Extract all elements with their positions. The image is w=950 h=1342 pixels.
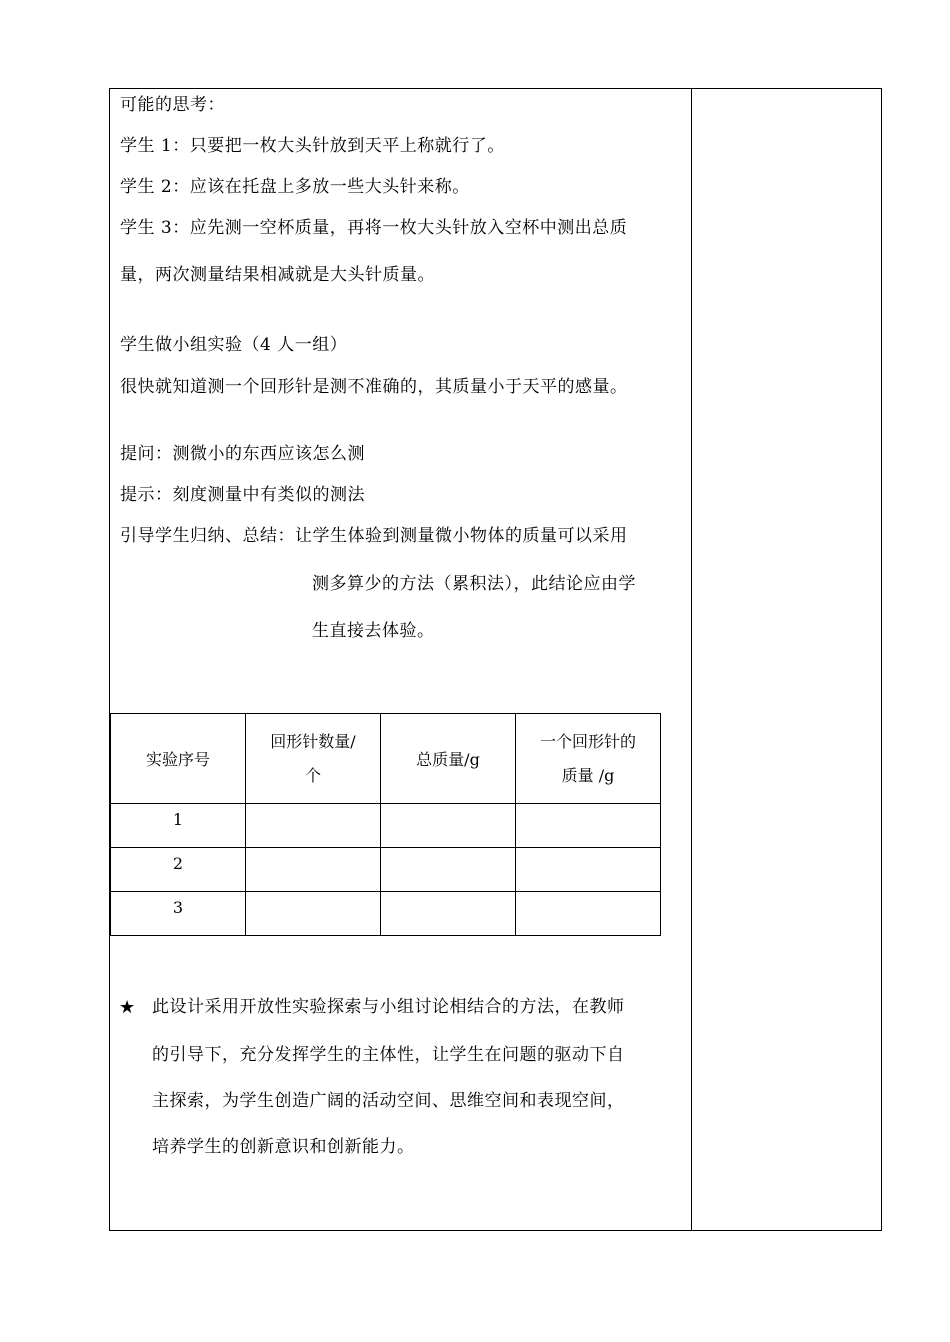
text-line: 提示：刻度测量中有类似的测法 (120, 485, 365, 505)
text-line: 学生 2：应该在托盘上多放一些大头针来称。 (120, 177, 470, 197)
table-header-cell (516, 714, 661, 804)
table-cell: 2 (111, 848, 246, 892)
header-text: 个 (304, 765, 321, 785)
text-line: 学生 3：应先测一空杯质量，再将一枚大头针放入空杯中测出总质 (120, 218, 628, 238)
table-header-cell (246, 714, 381, 804)
header-text: 回形针数量/ (270, 731, 356, 751)
star-icon: ★ (119, 997, 136, 1018)
header-text: 质量 /g (561, 765, 615, 785)
table-header-cell (111, 714, 246, 804)
table-cell: 3 (111, 892, 246, 936)
table-row (111, 804, 661, 848)
note-line: 的引导下，充分发挥学生的主体性，让学生在问题的驱动下自 (152, 1045, 625, 1065)
table-row (111, 892, 661, 936)
table-cell (246, 848, 381, 892)
table-header-cell (381, 714, 516, 804)
table-cell (381, 804, 516, 848)
table-row (111, 848, 661, 892)
table-cell (246, 804, 381, 848)
table-cell (516, 848, 661, 892)
table-cell (381, 892, 516, 936)
text-line: 生直接去体验。 (312, 621, 435, 641)
text-line: 测多算少的方法（累积法），此结论应由学 (312, 574, 636, 594)
table-cell (516, 892, 661, 936)
text-line: 引导学生归纳、总结：让学生体验到测量微小物体的质量可以采用 (120, 526, 628, 546)
note-line: 培养学生的创新意识和创新能力。 (152, 1137, 415, 1157)
text-line: 量，两次测量结果相减就是大头针质量。 (120, 265, 435, 285)
text-line: 学生做小组实验（4 人一组） (120, 335, 348, 355)
table-cell: 1 (111, 804, 246, 848)
text-line: 学生 1：只要把一枚大头针放到天平上称就行了。 (120, 136, 505, 156)
header-text: 实验序号 (145, 750, 210, 769)
table-cell (246, 892, 381, 936)
text-line: 很快就知道测一个回形针是测不准确的，其质量小于天平的感量。 (120, 377, 628, 397)
text-line: 提问：测微小的东西应该怎么测 (120, 444, 365, 464)
header-text: 总质量/g (416, 750, 480, 769)
table-cell (516, 804, 661, 848)
note-line: 此设计采用开放性实验探索与小组讨论相结合的方法，在教师 (152, 997, 625, 1017)
column-divider (691, 88, 692, 1231)
note-line: 主探索，为学生创造广阔的活动空间、思维空间和表现空间， (152, 1091, 625, 1111)
table-cell (381, 848, 516, 892)
experiment-table (110, 713, 661, 936)
table-header-row (111, 714, 661, 804)
text-line: 可能的思考： (120, 95, 225, 115)
header-text: 一个回形针的 (539, 731, 636, 751)
